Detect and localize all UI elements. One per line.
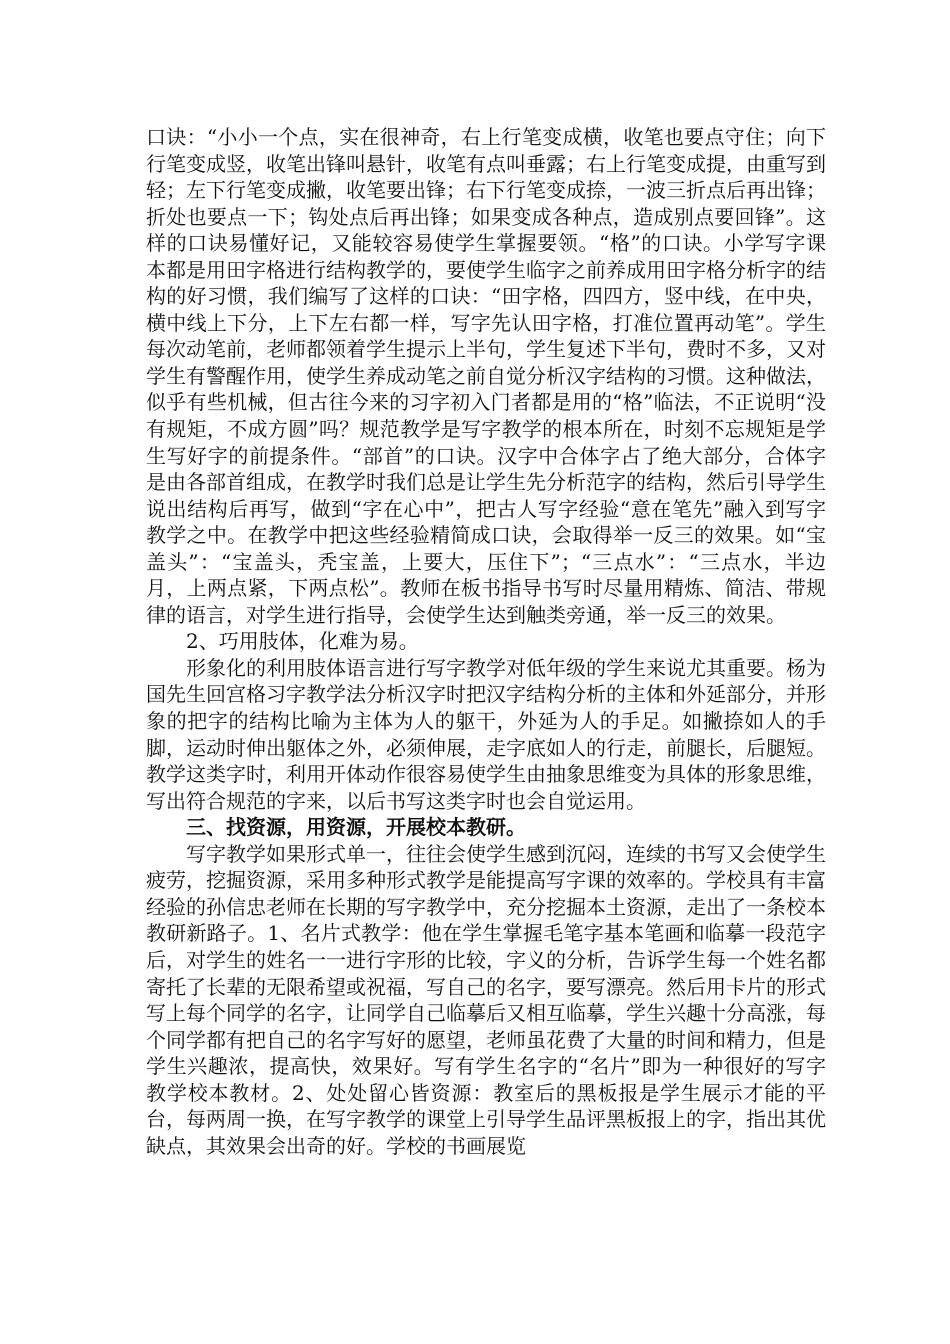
document-page bbox=[146, 124, 826, 1159]
paragraph-mnemonics: 口诀：“小小一个点，实在很神奇，右上行笔变成横，收笔也要点守住；向下行笔变成竖，收笔出锋叫悬针，收笔有点叫垂露；右上行笔变成提，由重写到轻；左下行笔变成撇，收笔要出锋；右下行笔变成捺，一波三折点后再出锋；折处也要点一下；钩处点后再出锋；如果变成各种点，造成别点要回锋”。这样的口诀易懂好记，又能较容易使学生掌握要领。“格”的口诀。小学写字课本都是用田字格进行结构教学的，要使学生临字之前养成用田字格分析字的结构的好习惯，我们编写了这样的口诀：“田字格，四四方，竖中线，在中央，横中线上下分，上下左右都一样，写字先认田字格，打准位置再动笔”。学生每次动笔前，老师都领着学生提示上半句，学生复述下半句，费时不多，又对学生有警醒作用，使学生养成动笔之前自觉分析汉字结构的习惯。这种做法，似乎有些机械，但古往今来的习字初入门者都是用的“格”临法，不正说明“没有规矩，不成方圆”吗？规范教学是写字教学的根本所在，时刻不忘规矩是学生写好字的前提条件。“部首”的口诀。汉字中合体字占了绝大部分，合体字是由各部首组成，在教学时我们总是让学生先分析范字的结构，然后引导学生说出结构后再写，做到“字在心中”，把古人写字经验“意在笔先”融入到写字教学之中。在教学中把这些经验精简成口诀，会取得举一反三的效果。如“宝盖头”：“宝盖头，秃宝盖，上要大，压住下”；“三点水”：“三点水，半边月，上两点紧，下两点松”。教师在板书指导书写时尽量用精炼、简洁、带规律的语言，对学生进行指导，会使学生达到触类旁通，举一反三的效果。 bbox=[146, 125, 826, 627]
paragraph-body-language: 形象化的利用肢体语言进行写字教学对低年级的学生来说尤其重要。杨为国先生回宫格习字教学法分析汉字时把汉字结构分析的主体和外延部分，并形象的把字的结构比喻为主体为人的躯干，外延为人的手足。如撇捺如人的手脚，运动时伸出躯体之外，必须伸展，走字底如人的行走，前腿长，后腿短。教学这类字时，利用开体动作很容易使学生由抽象思维变为具体的形象思维，写出符合规范的字来，以后书写这类字时也会自觉运用。 bbox=[146, 655, 826, 813]
paragraph-subheading-body-language: 2、巧用肢体，化难为易。 bbox=[186, 629, 419, 654]
section-heading-resources: 三、找资源，用资源，开展校本教研。 bbox=[186, 815, 526, 840]
paragraph-resources: 写字教学如果形式单一，往往会使学生感到沉闷，连续的书写又会使学生疲劳，挖掘资源，采用多种形式教学是能提高写字课的效率的。学校具有丰富经验的孙信忠老师在长期的写字教学中，充分挖掘本土资源，走出了一条校本教研新路子。1、名片式教学：他在学生掌握毛笔字基本笔画和临摹一段范字后，对学生的姓名一一进行字形的比较，字义的分析，告诉学生每一个姓名都寄托了长辈的无限希望或祝福，写自己的名字，要写漂亮。然后用卡片的形式写上每个同学的名字，让同学自己临摹后又相互临摹，学生兴趣十分高涨，每个同学都有把自己的名字写好的愿望，老师虽花费了大量的时间和精力，但是学生兴趣浓，提高快，效果好。写有学生名字的“名片”即为一种很好的写字教学校本教材。2、处处留心皆资源：教室后的黑板报是学生展示才能的平台，每两周一换，在写字教学的课堂上引导学生品评黑板报上的字，指出其优缺点，其效果会出奇的好。学校的书画展览 bbox=[146, 841, 826, 1158]
